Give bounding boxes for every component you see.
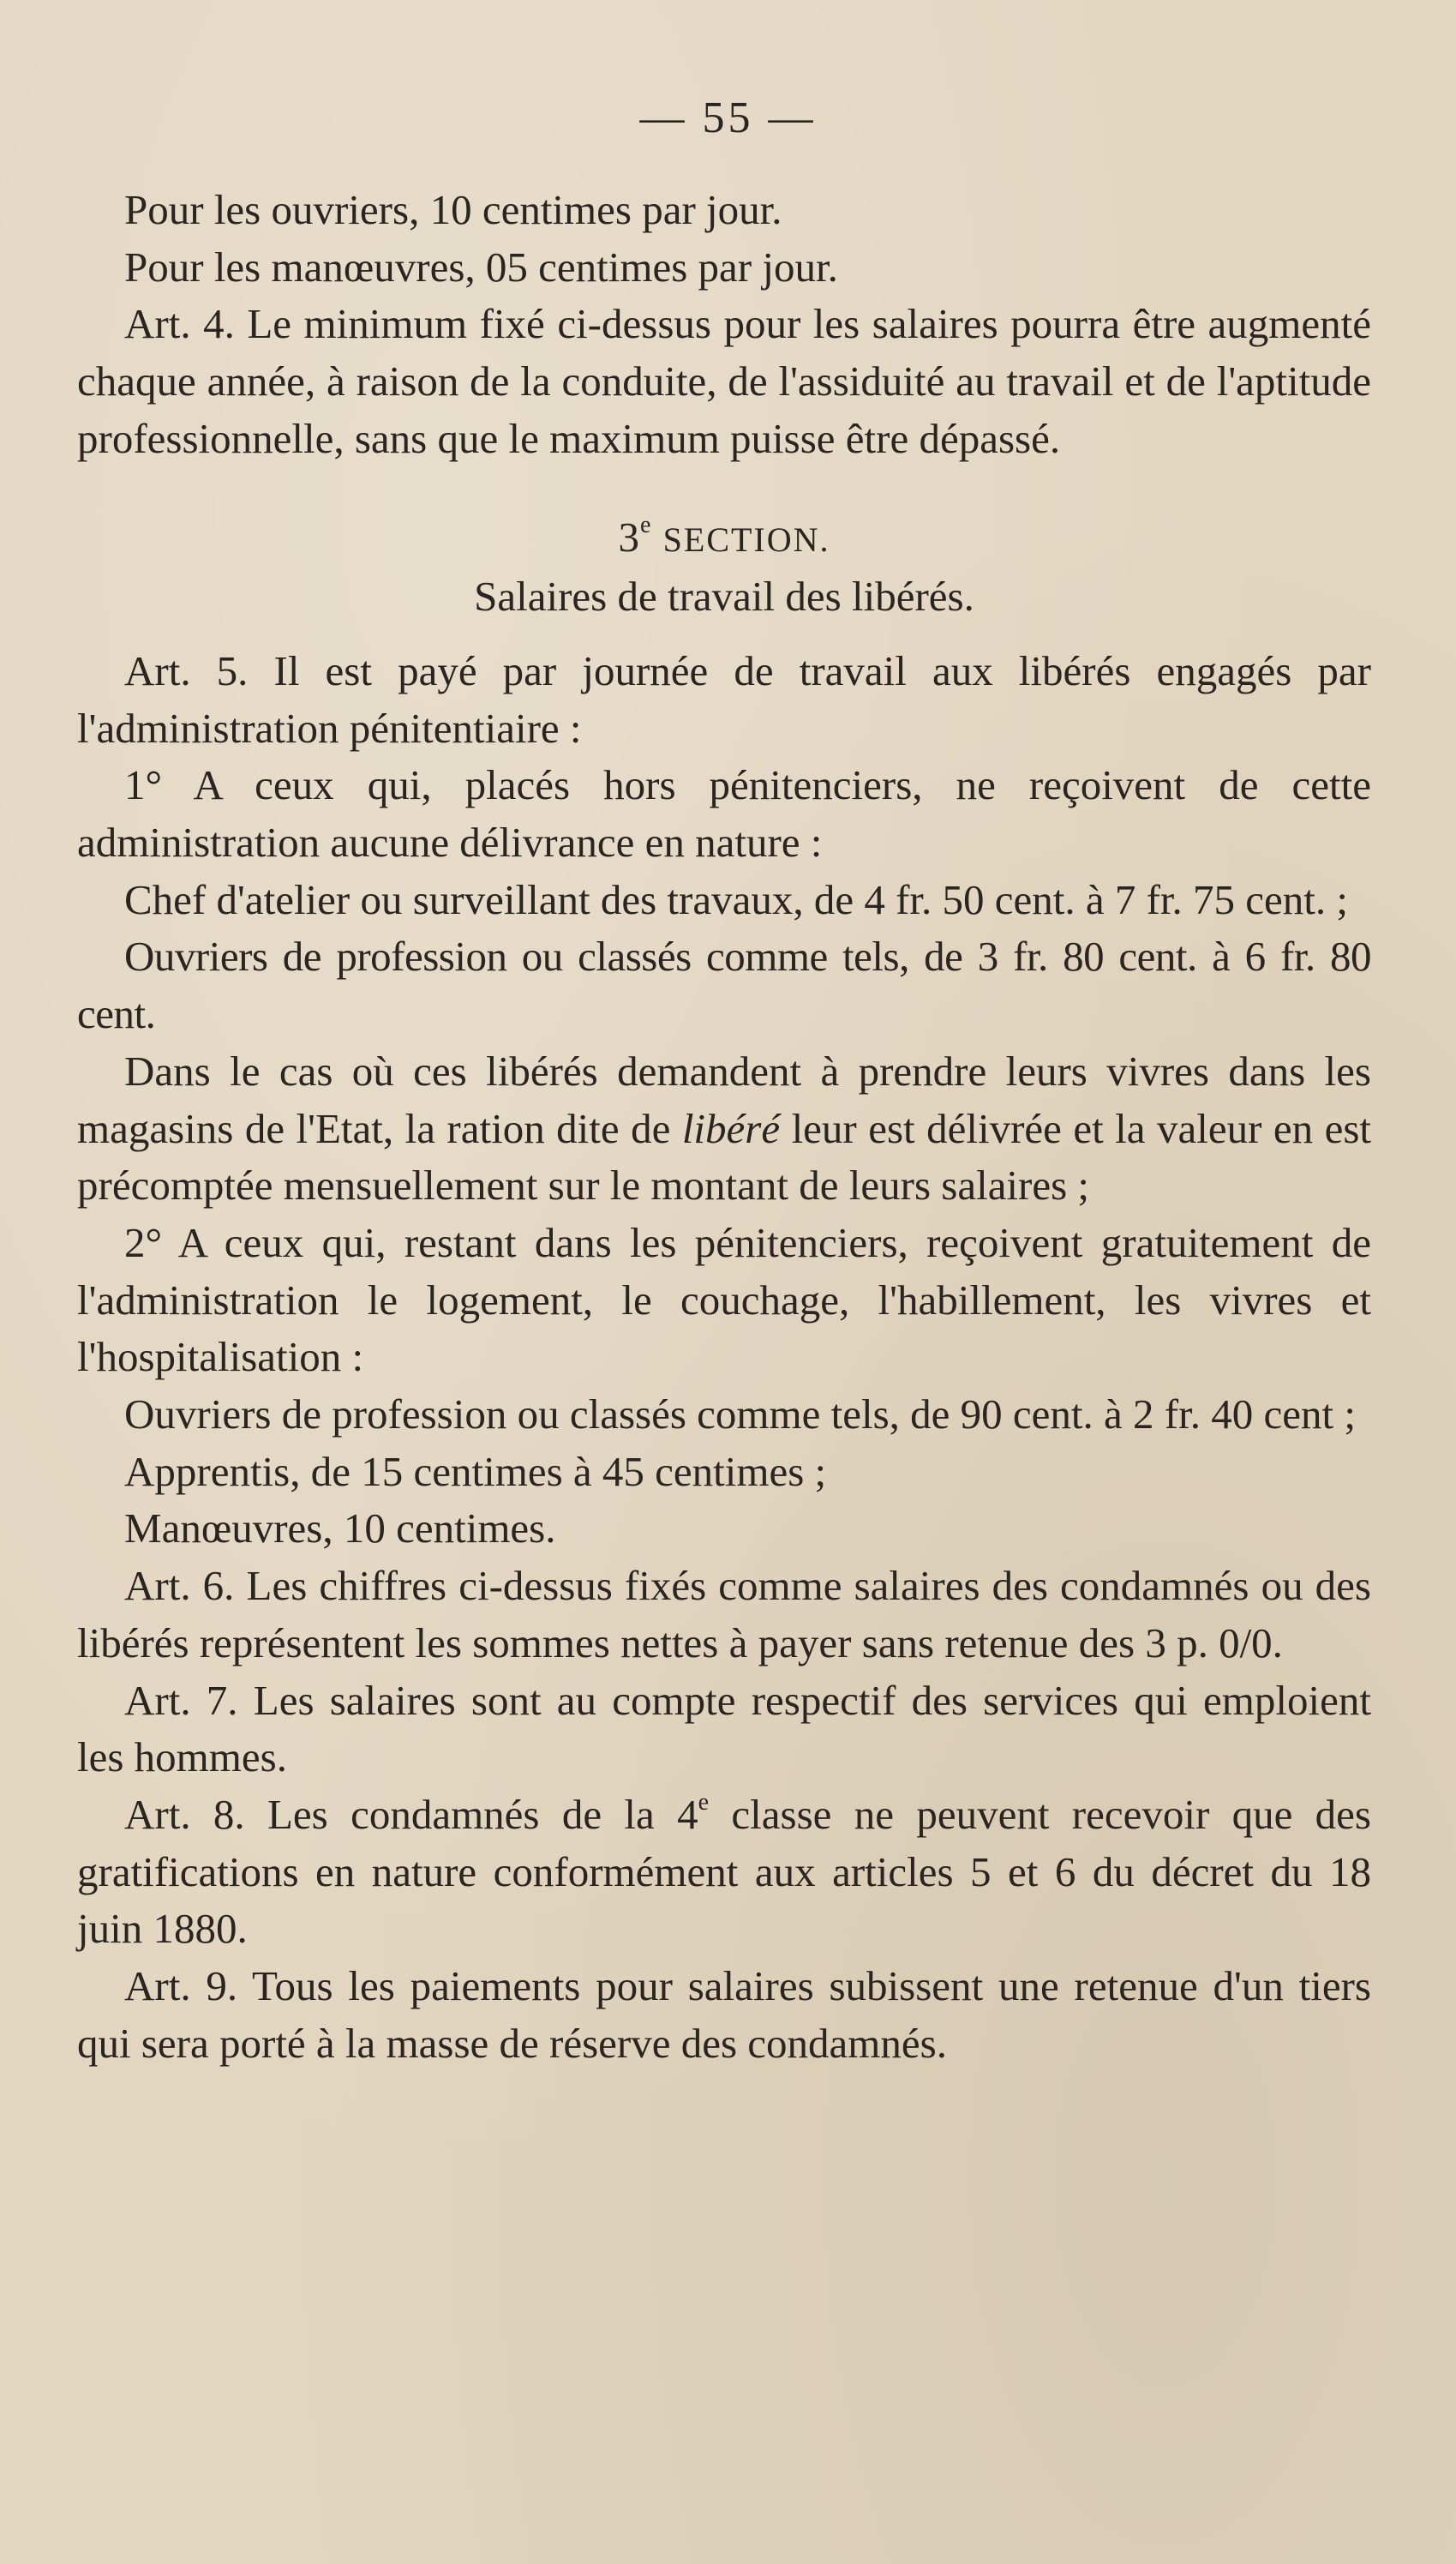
paragraph-art-5: Art. 5. Il est payé par journée de travail aux libérés engagés par l'administration pénitentiaire : — [77, 646, 1371, 752]
section-number-suffix: e — [639, 511, 652, 538]
page-number: — 55 — — [639, 93, 817, 142]
paragraph-ouvriers-penitenciers: Ouvriers de profession ou classés comme tels, de 90 cent. à 2 fr. 40 cent ; — [124, 1390, 1356, 1438]
art-8-text-after: classe ne peuvent recevoir que des gratifications en nature conformément aux articles 5 et 6 du décret du 18 juin 1880. — [77, 1790, 1371, 1953]
art-8-class-suffix: e — [698, 1788, 710, 1816]
paragraph-item-1: 1° A ceux qui, placés hors pénitenciers, ne reçoivent de cette administration aucune délivrance en nature : — [77, 761, 1371, 867]
section-label: SECTION. — [662, 519, 830, 559]
paragraph-chef-atelier: Chef d'atelier ou surveillant des travaux, de 4 fr. 50 cent. à 7 fr. 75 cent. ; — [124, 875, 1349, 923]
paragraph-apprentis: Apprentis, de 15 centimes à 45 centimes ; — [124, 1447, 827, 1495]
paragraph-art-7: Art. 7. Les salaires sont au compte respectif des services qui emploient les hommes. — [77, 1676, 1371, 1781]
paragraph-ouvriers: Pour les ouvriers, 10 centimes par jour. — [124, 186, 782, 233]
paragraph-art-8 — [77, 1786, 1371, 1958]
ration-text-before: Dans le cas où ces libérés demandent à prendre leurs vivres dans les magasins de l'Etat, la ration dite de — [77, 1047, 1371, 1152]
paragraph-art-9: Art. 9. Tous les paiements pour salaires subissent une retenue d'un tiers qui sera porté à la masse de réserve des condamnés. — [77, 1962, 1371, 2067]
paragraph-manoeuvres-2: Manœuvres, 10 centimes. — [124, 1504, 556, 1552]
body-text — [77, 182, 1371, 2073]
ration-text-after: leur est délivrée et la valeur en est précomptée mensuellement sur le montant de leurs salaires ; — [77, 1104, 1372, 1210]
paragraph-item-2: 2° A ceux qui, restant dans les pénitenciers, reçoivent gratuitement de l'administration le logement, le couchage, l'habillement, les vivres et l'hospitalisation : — [77, 1218, 1371, 1381]
paragraph-ouvriers-profession: Ouvriers de profession ou classés comme tels, de 3 fr. 80 cent. à 6 fr. 80 cent. — [77, 933, 1371, 1038]
paragraph-art-4: Art. 4. Le minimum fixé ci-dessus pour les salaires pourra être augmenté chaque année, à raison de la conduite, de l'assiduité au travail et de l'aptitude professionnelle, sans que le maximum puisse être dépassé. — [77, 300, 1371, 462]
paragraph-art-6: Art. 6. Les chiffres ci-dessus fixés comme salaires des condamnés ou des libérés représentent les sommes nettes à payer sans retenue des 3 p. 0/0. — [77, 1562, 1371, 1666]
ration-italic-term: libéré — [681, 1104, 781, 1152]
section-number: 3 — [618, 513, 640, 561]
paragraph-manoeuvres: Pour les manœuvres, 05 centimes par jour. — [124, 243, 838, 291]
art-8-text-before: Art. 8. Les condamnés de la 4 — [124, 1790, 698, 1838]
section-heading — [77, 509, 1371, 569]
paragraph-ration — [77, 1043, 1371, 1215]
section-subtitle: Salaires de travail des libérés. — [474, 573, 974, 621]
